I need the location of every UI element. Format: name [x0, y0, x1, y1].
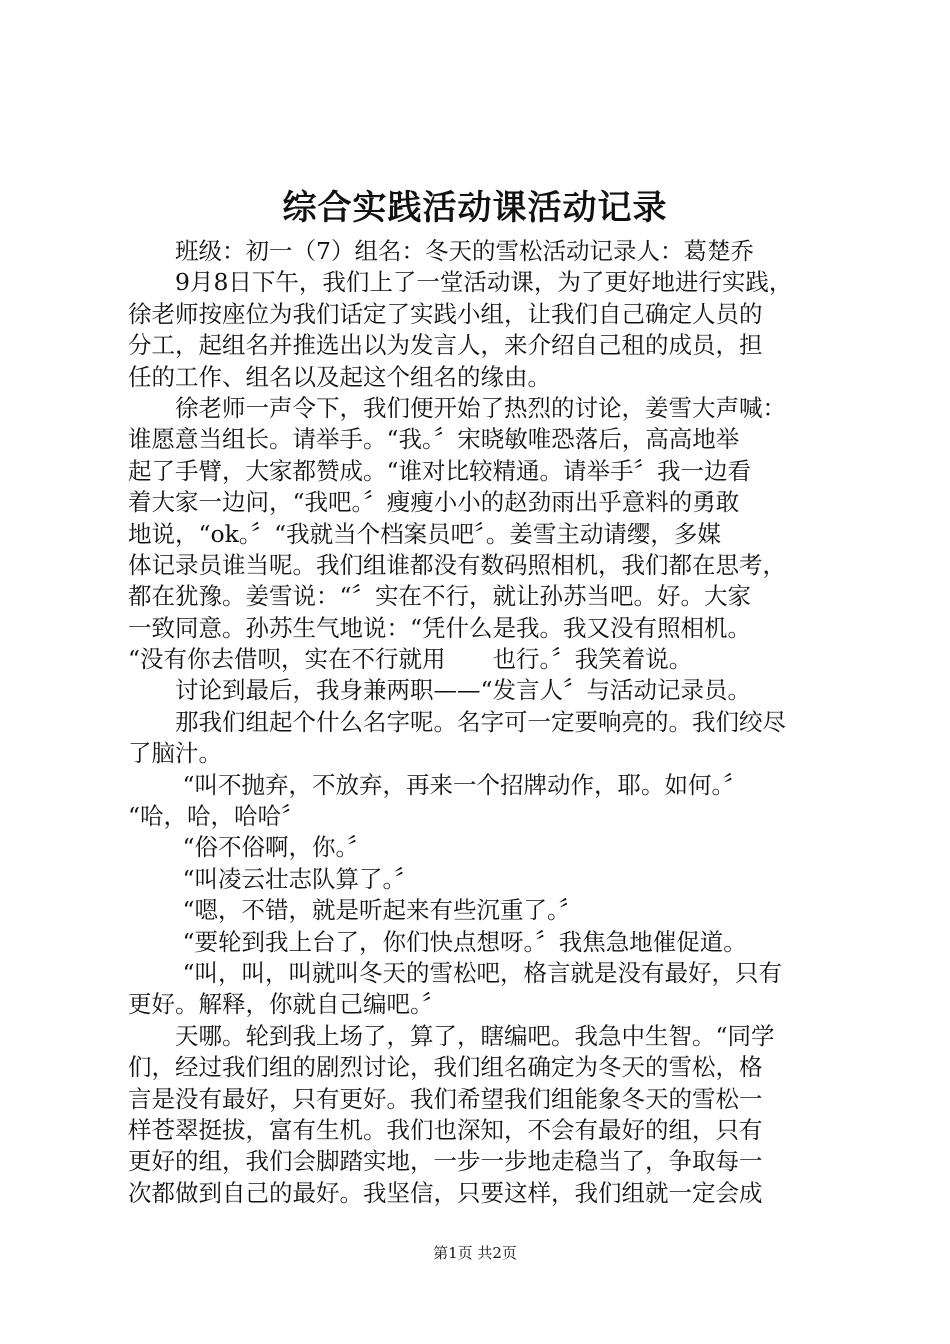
text-line: 任的工作、组名以及起这个组名的缘由。 — [128, 362, 551, 391]
text-line: 一致同意。孙苏生气地说：“凭什么是我。我又没有照相机。 — [128, 613, 752, 642]
text-line: 都在犹豫。姜雪说：“〞实在不行，就让孙苏当吧。好。大家 — [128, 582, 752, 611]
document-body — [128, 236, 838, 1209]
text-line: 天哪。轮到我上场了，算了，瞎编吧。我急中生智。“同学 — [128, 1021, 775, 1050]
text-line: 了脑汁。 — [128, 739, 222, 768]
text-line: “叫凌云壮志队算了。〞 — [128, 864, 418, 893]
text-line: “哈，哈，哈哈〞 — [128, 802, 305, 831]
text-line: “没有你去借呗，实在不行就用 也行。〞我笑着说。 — [128, 645, 693, 674]
text-line: 次都做到自己的最好。我坚信，只要这样，我们组就一定会成 — [128, 1178, 763, 1207]
text-line: “俗不俗啊，你。〞 — [128, 833, 371, 862]
text-line: 徐老师一声令下，我们便开始了热烈的讨论，姜雪大声喊： — [128, 393, 786, 422]
text-line: “要轮到我上台了，你们快点想呀。〞我焦急地催促道。 — [128, 927, 747, 956]
text-line: 那我们组起个什么名字呢。名字可一定要响亮的。我们绞尽 — [128, 707, 786, 736]
text-line: 着大家一边问，“我吧。〞瘦瘦小小的赵劲雨出乎意料的勇敢 — [128, 488, 740, 517]
text-line: “叫，叫，叫就叫冬天的雪松吧，格言就是没有最好，只有 — [128, 958, 782, 987]
text-line: 谁愿意当组长。请举手。“我。〞宋晓敏唯恐落后，高高地举 — [128, 425, 740, 454]
text-line: 地说，“ok。〞“我就当个档案员吧〞。姜雪主动请缨，多媒 — [128, 519, 721, 548]
text-line: 更好的组，我们会脚踏实地，一步一步地走稳当了，争取每一 — [128, 1147, 763, 1176]
text-line: 徐老师按座位为我们话定了实践小组，让我们自己确定人员的 — [128, 299, 763, 328]
text-line: 言是没有最好，只有更好。我们希望我们组能象冬天的雪松一 — [128, 1084, 763, 1113]
page-number-footer: 第1页 共2页 — [433, 1244, 517, 1262]
text-line: 班级：初一（7）组名：冬天的雪松活动记录人：葛楚乔 — [128, 237, 754, 265]
text-line: 分工，起组名并推选出以为发言人，来介绍自己租的成员，担 — [128, 331, 763, 360]
text-line: 们，经过我们组的剧烈讨论，我们组名确定为冬天的雪松，格 — [128, 1053, 763, 1082]
text-line: 讨论到最后，我身兼两职——“发言人〞与活动记录员。 — [128, 676, 752, 705]
text-line: “叫不抛弃，不放弃，再来一个招牌动作，耶。如何。〞 — [128, 770, 747, 799]
text-line: 体记录员谁当呢。我们组谁都没有数码照相机，我们都在思考， — [128, 550, 786, 579]
document-title: 综合实践活动课活动记录 — [282, 188, 668, 228]
text-line: “嗯，不错，就是听起来有些沉重了。〞 — [128, 896, 583, 925]
text-line: 更好。解释，你就自己编吧。〞 — [128, 990, 446, 1019]
text-line: 起了手臂，大家都赞成。“谁对比较精通。请举手〞我一边看 — [128, 456, 752, 485]
text-line: 9月8日下午，我们上了一堂活动课，为了更好地进行实践， — [128, 268, 793, 297]
text-line: 样苍翠挺拔，富有生机。我们也深知，不会有最好的组，只有 — [128, 1115, 763, 1144]
